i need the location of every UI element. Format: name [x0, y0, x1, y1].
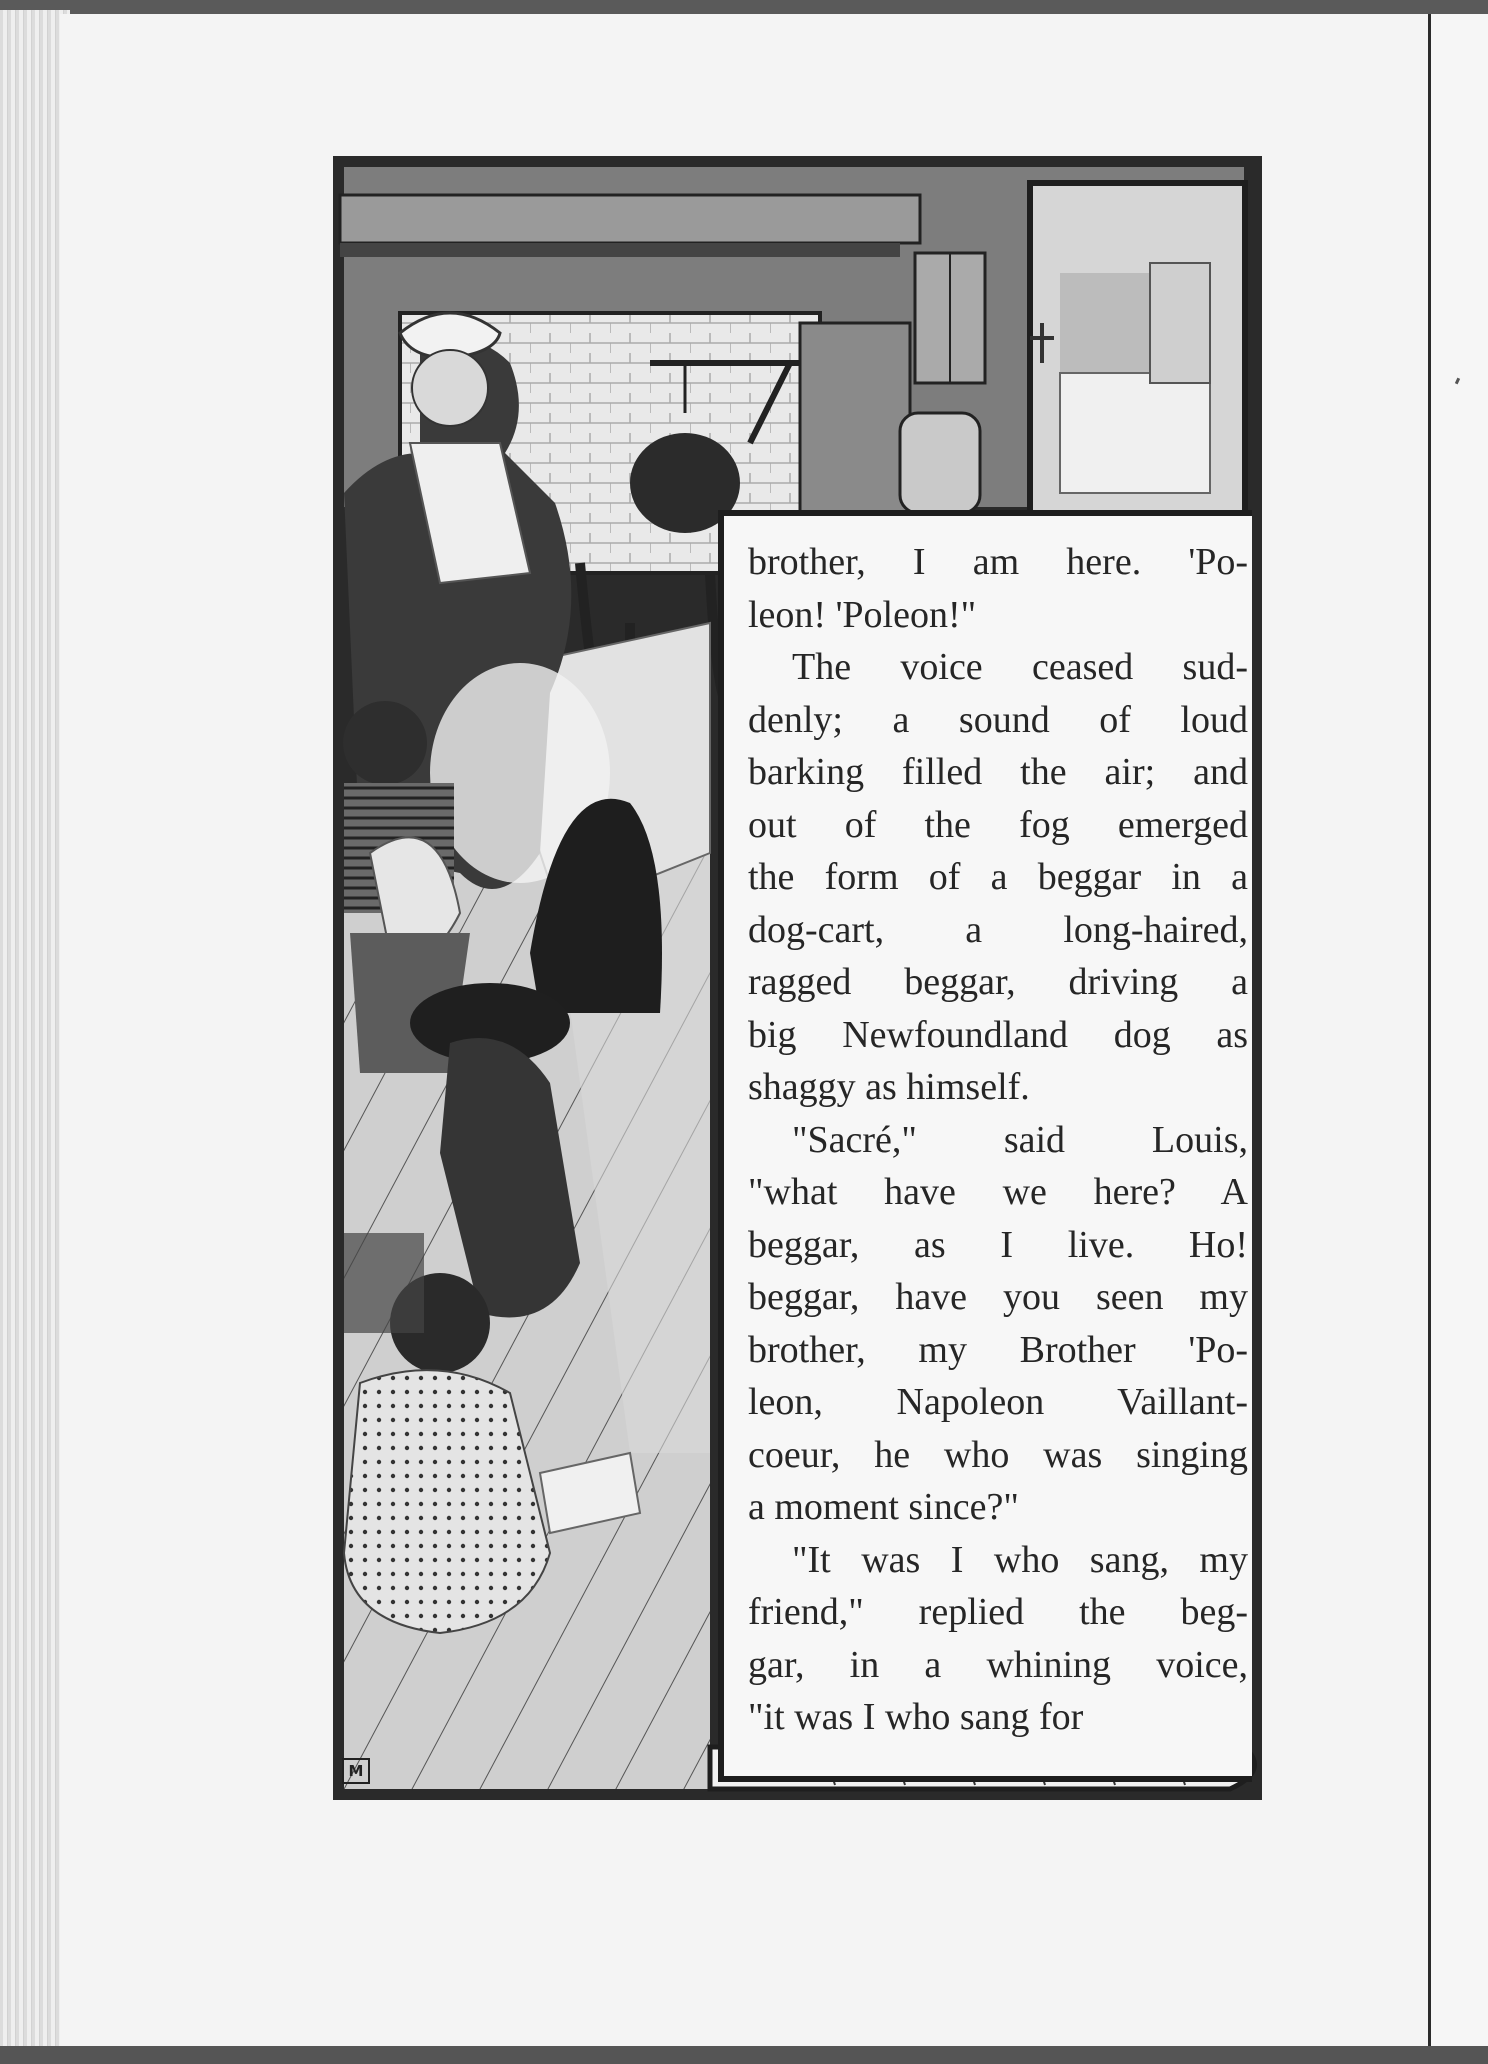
- text-line: out of the fog emerged: [748, 803, 1248, 846]
- text-line: "it was I who sang for: [748, 1696, 1084, 1738]
- text-line: brother, my Brother 'Po-: [748, 1328, 1248, 1371]
- paragraph-3: [748, 1114, 1248, 1534]
- text-line: brother, I am here. 'Po-: [748, 541, 1248, 583]
- mantel-beam: [340, 195, 920, 243]
- text-line: the form of a beggar in a: [748, 856, 1248, 898]
- illustrated-plate: [330, 153, 1265, 1803]
- text-line: big Newfoundland dog as: [748, 1013, 1248, 1056]
- text-line: leon! 'Poleon!": [748, 593, 977, 636]
- paragraph-1: [748, 536, 1248, 641]
- text-line: gar, in a whining voice,: [748, 1643, 1248, 1686]
- text-line: "It was I who sang, my: [792, 1538, 1248, 1581]
- text-line: dog-cart, a long-haired,: [748, 908, 1248, 951]
- story-text: [748, 536, 1248, 1744]
- paragraph-4: [748, 1534, 1248, 1744]
- text-line: barking filled the air; and: [748, 751, 1248, 793]
- wall-stove: [900, 413, 980, 513]
- scan-bottom-edge: [0, 2046, 1488, 2064]
- paragraph-2: [748, 641, 1248, 1114]
- text-line: shaggy as himself.: [748, 1066, 1030, 1108]
- text-line: "Sacré," said Louis,: [792, 1118, 1248, 1161]
- facing-page: [1431, 14, 1488, 2046]
- text-panel: [718, 510, 1252, 1782]
- text-line: beggar, as I live. Ho!: [748, 1223, 1248, 1266]
- text-line: beggar, have you seen my: [748, 1276, 1248, 1318]
- text-line: denly; a sound of loud: [748, 698, 1248, 741]
- text-line: friend," replied the beg-: [748, 1591, 1248, 1633]
- text-line: coeur, he who was singing: [748, 1433, 1248, 1476]
- child-striped: [343, 701, 427, 785]
- text-line: The voice ceased sud-: [792, 646, 1248, 688]
- text-line: a moment since?": [748, 1486, 1019, 1528]
- text-line: ragged beggar, driving a: [748, 961, 1248, 1003]
- text-line: leon, Napoleon Vaillant-: [748, 1381, 1248, 1423]
- text-line: "what have we here? A: [748, 1171, 1248, 1213]
- illustrator-monogram: M: [342, 1758, 370, 1784]
- scan-top-edge: [0, 0, 1488, 14]
